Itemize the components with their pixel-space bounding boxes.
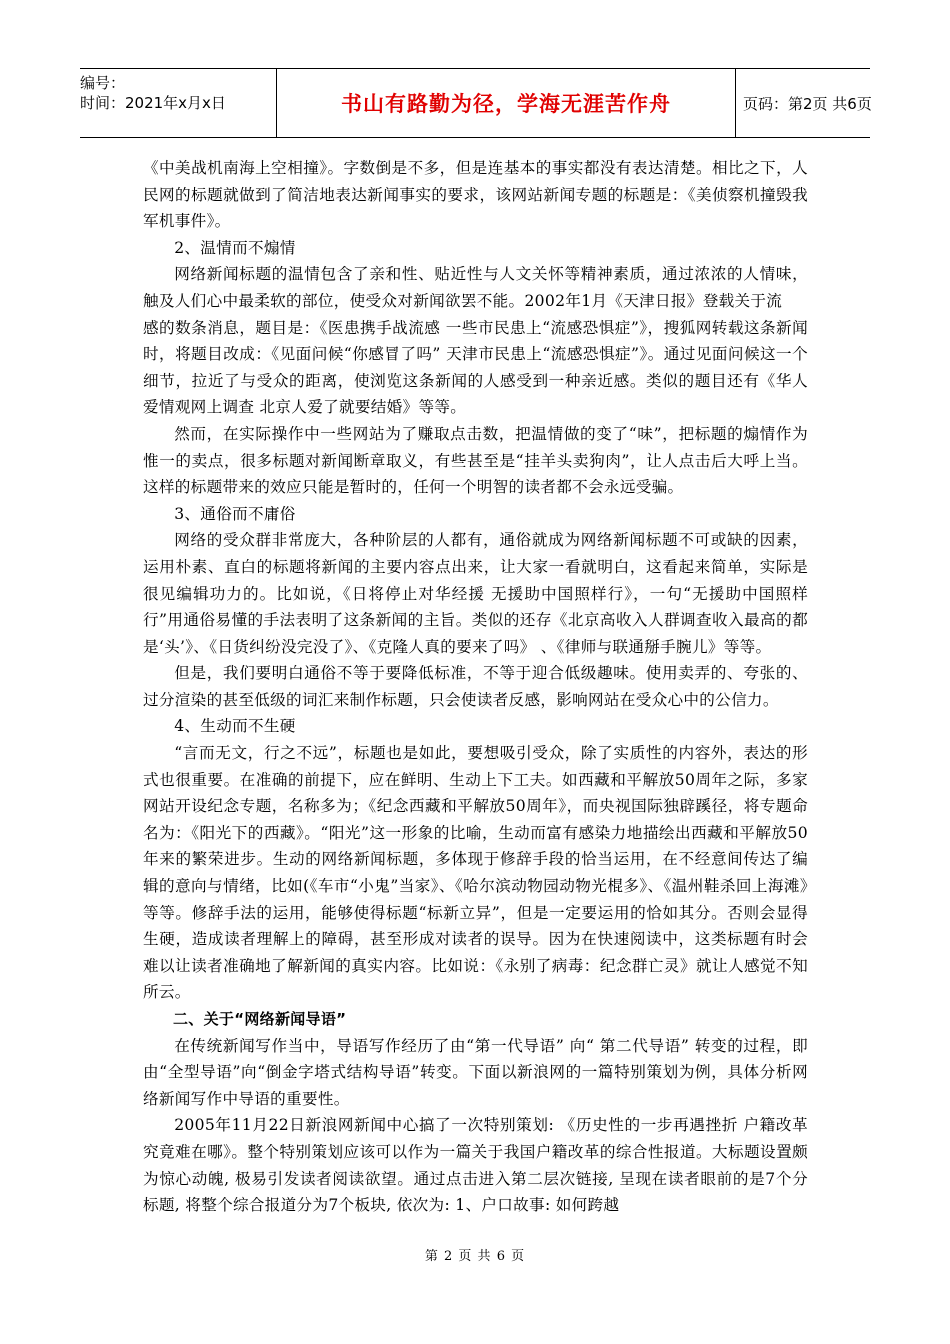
- paragraph: 然而，在实际操作中一些网站为了赚取点击数，把温情做的变了“味”，把标题的煽情作为惟一的卖点，很多标题对新闻断章取义，有些甚至是“挂羊头卖狗肉”，让人点击后大呼上当。这样的标题带来的效应只能是暂时的，任何一个明智的读者都不会永远受骗。: [143, 424, 808, 497]
- paragraph: 网络新闻标题的温情包含了亲和性、贴近性与人文关怀等精神素质，通过浓浓的人情味，触及人们心中最柔软的部位，使受众对新闻欲罢不能。2002年1月《天津日报》登载关于流: [143, 265, 808, 310]
- number-label: 编号：: [80, 74, 126, 92]
- paragraph: 感的数条消息，题目是：《医患携手战流感 一些市民患上“流感恐惧症”》，搜狐网转载这条新闻时，将题目改成：《见面问候“你感冒了吗” 天津市民患上“流感恐惧症”》。通过见面问候这一个细节，拉近了与受众的距离，使浏览这条新闻的人感受到一种亲近感。类似的题目还有《华人爱情观网上调查 北京人爱了就要结婚》等等。: [143, 318, 808, 417]
- section-heading: 3、通俗而不庸俗: [174, 504, 296, 523]
- chapter-heading: 二、关于“网络新闻导语”: [173, 1010, 347, 1028]
- section-heading: 2、温情而不煽情: [174, 238, 296, 257]
- header-meta: [80, 69, 276, 137]
- paragraph: 2005年11月22日新浪网新闻中心搞了一次特别策划: 《历史性的一步再遇挫折 户籍改革究竟难在哪》。整个特别策划应该可以作为一篇关于我国户籍改革的综合性报道。大标题设置颇为惊心动魄, 极易引发读者阅读欲望。通过点击进入第二层次链接, 呈现在读者眼前的是7个分标题, 将整个综合报道分为7个板块, 依次为: 1、户口故事: 如何跨越: [143, 1116, 808, 1215]
- header-page-label: 页码：第2页 共6页: [743, 94, 872, 113]
- paragraph: 但是，我们要明白通俗不等于要降低标准，不等于迎合低级趣味。使用卖弄的、夸张的、过分渲染的甚至低级的词汇来制作标题，只会使读者反感，影响网站在受众心中的公信力。: [143, 664, 808, 709]
- section-heading: 4、生动而不生硬: [174, 717, 296, 736]
- page-header: [80, 68, 870, 138]
- paragraph: 《中美战机南海上空相撞》。字数倒是不多，但是连基本的事实都没有表达清楚。相比之下，人民网的标题就做到了简洁地表达新闻事实的要求，该网站新闻专题的标题是：《美侦察机撞毁我军机事件》。: [143, 159, 808, 231]
- header-motto: 书山有路勤为径，学海无涯苦作舟: [276, 69, 736, 137]
- document-body: [143, 155, 808, 1219]
- page-footer: 第 2 页 共 6 页: [424, 1249, 526, 1264]
- paragraph: 网络的受众群非常庞大，各种阶层的人都有，通俗就成为网络新闻标题不可或缺的因素，运用朴素、直白的标题将新闻的主要内容点出来，让大家一看就明白，这看起来简单，实际是很见编辑功力的。比如说，《日将停止对华经援 无援助中国照样行》，一句“无援助中国照样行”用通俗易懂的手法表明了这条新闻的主旨。类似的还存《北京高收入人群调查收入最高的都是‘头’》、《日货纠纷没完没了》、《克隆人真的要来了吗》 、《律师与联通掰手腕儿》等等。: [143, 531, 808, 656]
- paragraph: 在传统新闻写作当中，导语写作经历了由“第一代导语” 向“ 第二代导语” 转变的过程，即由“全型导语”向“倒金字塔式结构导语”转变。下面以新浪网的一篇特别策划为例，具体分析网络新闻写作中导语的重要性。: [143, 1036, 808, 1108]
- paragraph: “言而无文，行之不远”，标题也是如此，要想吸引受众，除了实质性的内容外，表达的形式也很重要。在准确的前提下，应在鲜明、生动上下工夫。如西藏和平解放50周年之际，多家网站开设纪念专题，名称多为；《纪念西藏和平解放50周年》，而央视国际独辟蹊径，将专题命名为：《阳光下的西藏》。“阳光”这一形象的比喻，生动而富有感染力地描绘出西藏和平解放50年来的繁荣进步。生动的网络新闻标题，多体现于修辞手段的恰当运用，在不经意间传达了编辑的意向与情绪，比如(《车市“小鬼”当家》、《哈尔滨动物园动物光棍多》、《温州鞋杀回上海滩》等等。修辞手法的运用，能够使得标题“标新立异”，但是一定要运用的恰如其分。否则会显得生硬，造成读者理解上的障碍，甚至形成对读者的误导。因为在快速阅读中，这类标题有时会难以让读者准确地了解新闻的真实内容。比如说：《永别了病毒：纪念群亡灵》就让人感觉不知所云。: [143, 744, 808, 1002]
- time-label: 时间：2021年x月x日: [80, 94, 226, 112]
